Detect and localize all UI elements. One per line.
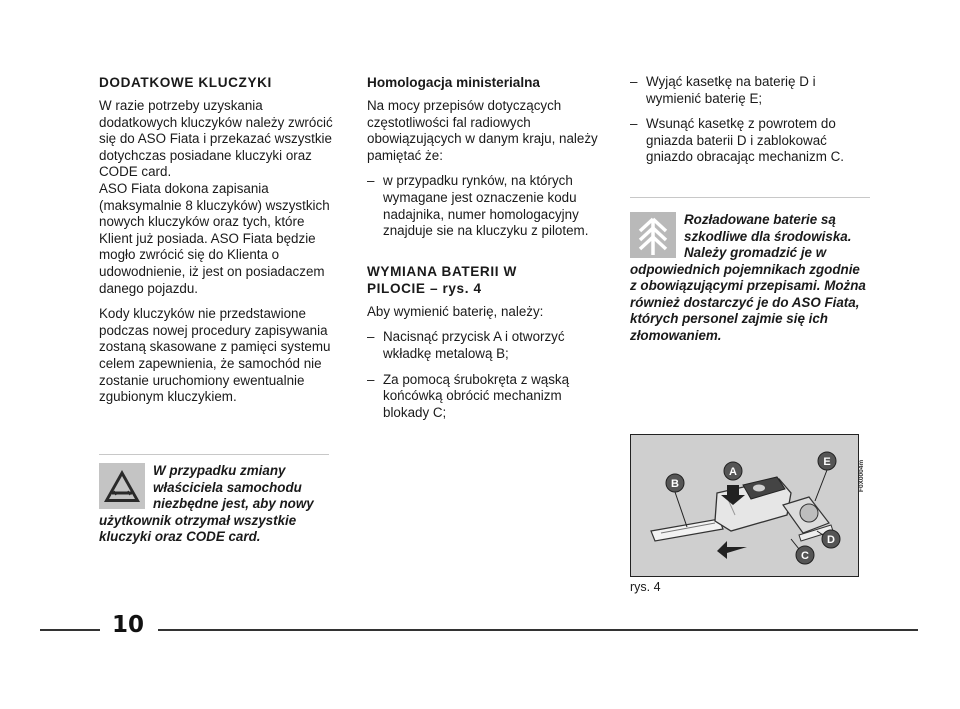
warning-box	[99, 454, 329, 546]
callout-a	[724, 462, 742, 480]
paragraph-battery-intro: Aby wymienić baterię, należy:	[367, 303, 544, 319]
paragraph-additional-keys-b: ASO Fiata dokona zapisania (maksymalnie 8 kluczyków) wszystkich nowych kluczyków oraz tych, które Klient już posiada. ASO Fiata będzie mogło zwrócić się do Klienta o udowodnienie, iż jest on posiadaczem danego pojazdu.	[99, 180, 330, 296]
paragraph-homologation: Na mocy przepisów dotyczących częstotliwości fal radiowych obowiązujących w danym kraju, należy pamiętać że:	[367, 98, 598, 163]
step-insert-cassette: – Wsunąć kasetkę z powrotem do gniazda baterii D i zablokować gniazdo obracając mechanizm C.	[630, 116, 870, 166]
paragraph-key-codes: Kody kluczyków nie przedstawione podczas nowej procedury zapisywania zostaną skasowane z pamięci systemu celem zapewnienia, że samochód nie zostanie uruchomiony ewentualnie zgubionym kluczykiem.	[99, 306, 331, 405]
step-press-button-a: – Nacisnąć przycisk A i otworzyć wkładkę metalową B;	[367, 329, 605, 362]
environment-note-box	[630, 197, 870, 344]
key-battery-figure	[630, 434, 859, 577]
callout-d-label: D	[827, 534, 835, 546]
column-left	[99, 74, 337, 415]
figure-code: F0X0004m	[858, 459, 865, 492]
footer-line-left	[40, 629, 100, 631]
callout-b-label: B	[671, 478, 679, 490]
callout-e	[818, 452, 836, 470]
heading-battery-replacement: WYMIANA BATERII W PILOCIE – rys. 4	[367, 263, 517, 296]
environment-note-text: Rozładowane baterie są szkodliwe dla środowiska. Należy gromadzić je w odpowiednich pojemnikach zgodnie z obowiązującymi przepisami. Można również dostarczyć je do ASO Fiata, których personel zajmie się ich złomowaniem.	[630, 212, 866, 343]
warning-triangle-icon	[99, 463, 145, 509]
figure-caption: rys. 4	[630, 580, 661, 594]
callout-a-label: A	[729, 466, 737, 478]
callout-e-label: E	[823, 456, 831, 468]
key-illustration	[631, 435, 858, 576]
footer-line-right	[158, 629, 918, 631]
callout-c-label: C	[801, 550, 809, 562]
callout-b	[666, 474, 684, 492]
paragraph-additional-keys-a: W razie potrzeby uzyskania dodatkowych kluczyków należy zwrócić się do ASO Fiata i przekazać wszystkie dotychczas posiadane kluczyki oraz CODE card.	[99, 98, 333, 180]
heading-dodatkowe-kluczyki: DODATKOWE KLUCZYKI	[99, 75, 272, 90]
callout-d	[822, 530, 840, 548]
column-right	[630, 74, 870, 175]
step-rotate-lock-c: – Za pomocą śrubokręta z wąską końcówką obrócić mechanizm blokady C;	[367, 372, 605, 422]
step-remove-cassette: – Wyjąć kasetkę na baterię D i wymienić baterię E;	[630, 74, 870, 107]
page-number: 10	[111, 612, 144, 638]
column-middle	[367, 74, 605, 430]
heading-homologacja: Homologacja ministerialna	[367, 75, 540, 90]
bullet-homologation-number: – w przypadku rynków, na których wymagane jest oznaczenie kodu nadajnika, numer homologacyjny znajduje sie na kluczyku z pilotem.	[367, 173, 605, 239]
warning-owner-change-text: W przypadku zmiany właściciela samochodu niezbędne jest, aby nowy użytkownik otrzymał wszystkie kluczyki oraz CODE card.	[99, 463, 314, 544]
tree-recycling-icon	[630, 212, 676, 258]
paragraph-additional-keys	[99, 98, 337, 297]
